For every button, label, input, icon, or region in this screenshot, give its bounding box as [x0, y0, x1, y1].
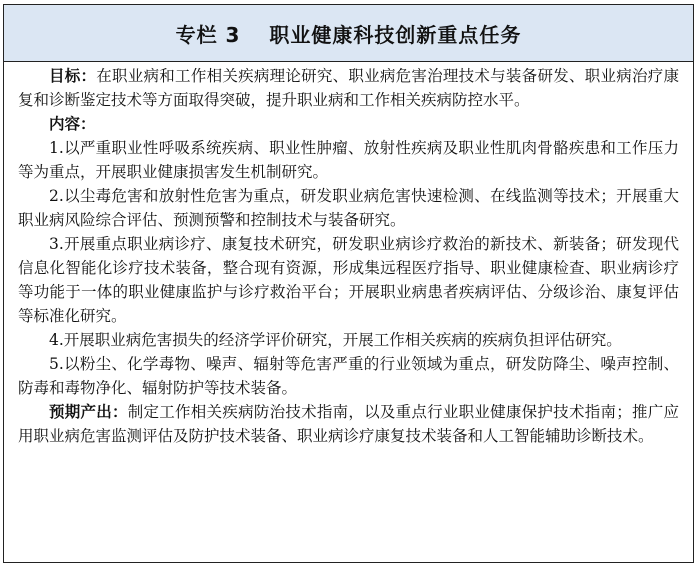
content-heading: [18, 112, 679, 136]
expected-output-paragraph: [18, 400, 679, 448]
goal-text: 在职业病和工作相关疾病理论研究、职业病危害治理技术与装备研发、职业病治疗康复和诊断鉴定技术等方面取得突破，提升职业病和工作相关疾病防控水平。: [18, 67, 679, 109]
column-header: [4, 5, 693, 62]
content-item: 3.开展重点职业病诊疗、康复技术研究，研发职业病诊疗救治的新技术、新装备；研发现代信息化智能化诊疗技术装备，整合现有资源，形成集远程医疗指导、职业健康检查、职业病诊疗等功能于一体的职业健康监护与诊疗救治平台；开展职业病患者疾病评估、分级诊治、康复评估等标准化研究。: [18, 235, 679, 325]
column-title: 专栏 3 职业健康科技创新重点任务: [175, 22, 522, 47]
content-item: 2.以尘毒危害和放射性危害为重点，研发职业病危害快速检测、在线监测等技术；开展重大职业病风险综合评估、预测预警和控制技术与装备研究。: [18, 187, 679, 229]
expected-output-text: 制定工作相关疾病防治技术指南，以及重点行业职业健康保护技术指南；推广应用职业病危害监测评估及防护技术装备、职业病诊疗康复技术装备和人工智能辅助诊断技术。: [18, 403, 679, 445]
goal-paragraph: [18, 64, 679, 112]
content-item: 1.以严重职业性呼吸系统疾病、职业性肿瘤、放射性疾病及职业性肌肉骨骼疾患和工作压力等为重点，开展职业健康损害发生机制研究。: [18, 139, 679, 181]
content-label: 内容：: [49, 115, 96, 133]
column-box: [3, 4, 694, 563]
goal-label: 目标：: [49, 67, 97, 85]
content-item: 5.以粉尘、化学毒物、噪声、辐射等危害严重的行业领域为重点，研发防降尘、噪声控制、防毒和毒物净化、辐射防护等技术装备。: [18, 355, 679, 397]
content-item: 4.开展职业病危害损失的经济学评价研究，开展工作相关疾病的疾病负担评估研究。: [49, 331, 622, 349]
column-body: [4, 62, 693, 448]
expected-output-label: 预期产出：: [49, 403, 128, 421]
